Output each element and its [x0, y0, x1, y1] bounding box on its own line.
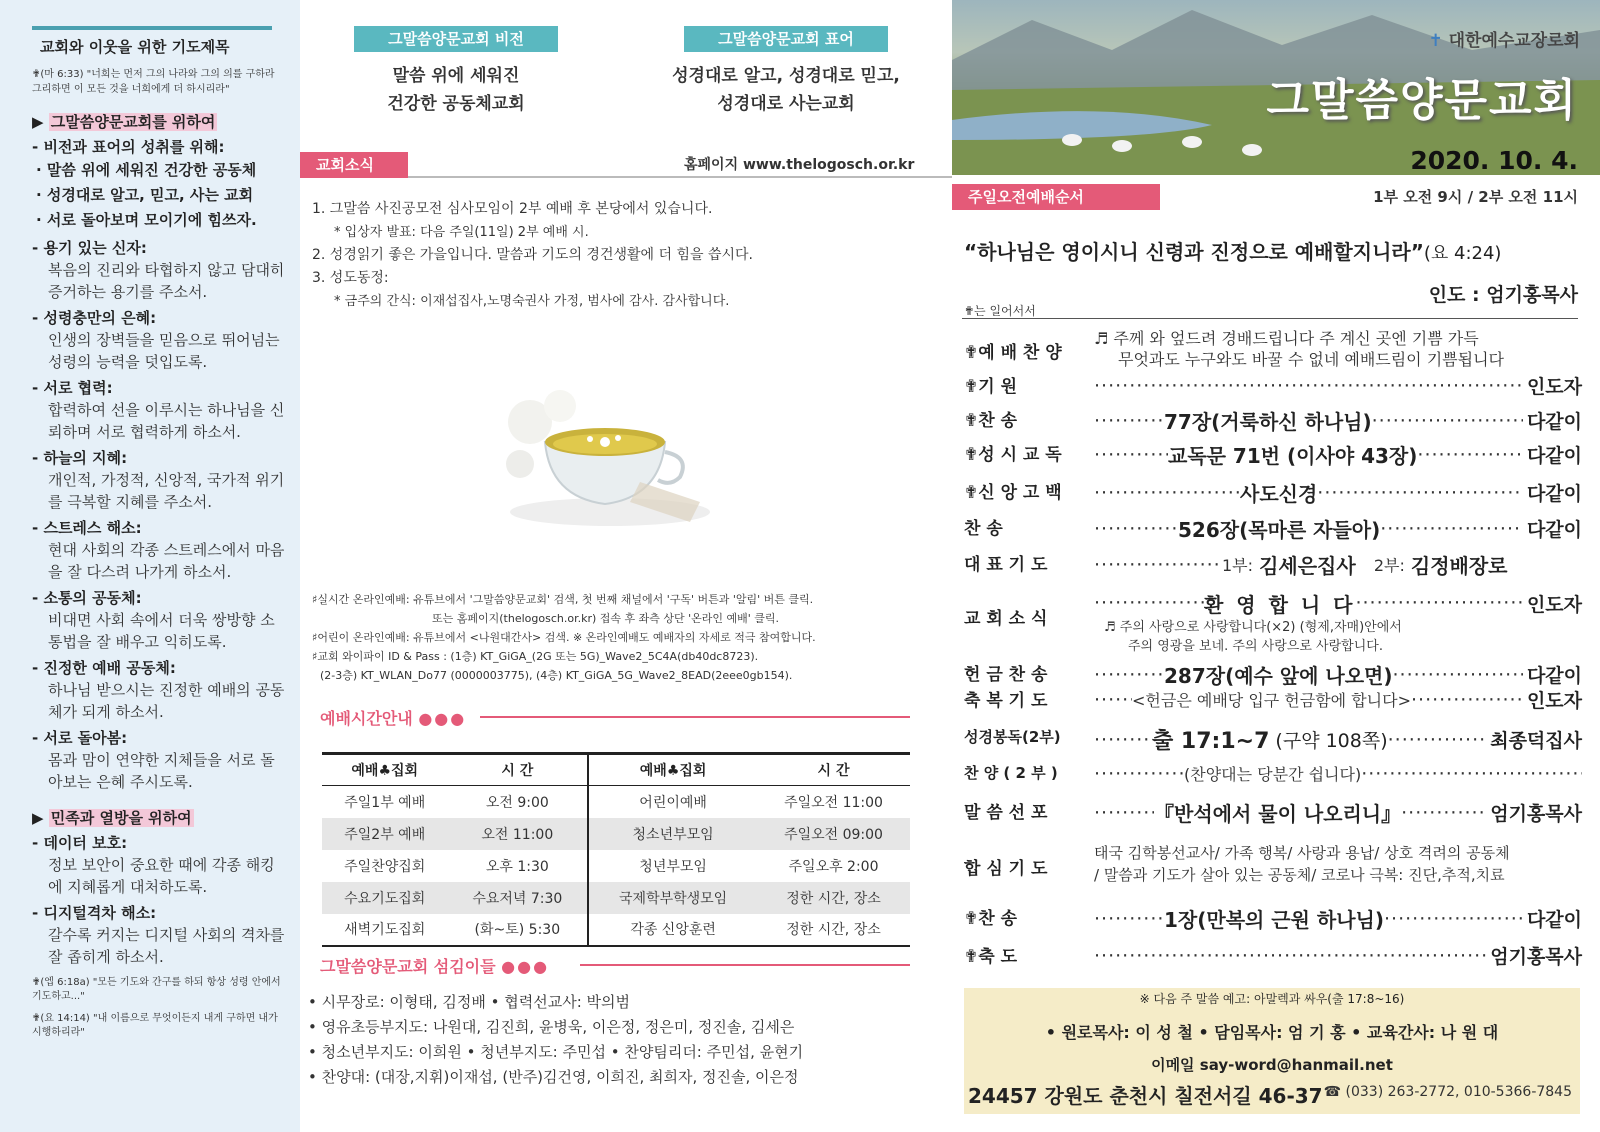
- staff-box: [964, 1010, 1580, 1114]
- sermon-title: 『반석에서 물이 나오리니』: [1154, 802, 1402, 826]
- order-label: ✟예 배 찬 양: [964, 343, 1062, 363]
- news-rule: [408, 176, 952, 178]
- next-week-preview: ※ 다음 주 말씀 예고: 아말렉과 싸우(출 17:8~16): [964, 988, 1580, 1010]
- vision-item: [32, 136, 286, 233]
- table-cell: 주일1부 예배: [344, 794, 426, 811]
- order-content: [1094, 942, 1582, 969]
- news-item: * 금주의 간식: 이재섭집사,노명숙권사 가정, 범사에 감사. 감사합니다.: [334, 294, 730, 309]
- order-label: 말 씀 선 포: [964, 803, 1048, 823]
- order-label: 찬 송: [964, 519, 1003, 539]
- joint-prayer-text: [1094, 842, 1510, 886]
- order-mid: 287장(예수 앞에 나오면): [1164, 664, 1393, 688]
- order-label: ✟축 도: [964, 947, 1018, 967]
- table-header: 시 간: [447, 754, 588, 786]
- order-right: 다같이: [1526, 909, 1582, 931]
- vision-sub-2: · 성경대로 알고, 믿고, 사는 교회: [36, 186, 254, 204]
- order-label: 대 표 기 도: [964, 555, 1048, 575]
- leader-dots: [1094, 689, 1132, 711]
- church-name: 그말씀양문교회: [1266, 75, 1578, 126]
- order-label: 성경봉독(2부): [964, 728, 1061, 746]
- leader-dots: [1411, 689, 1523, 711]
- prayer-item: [32, 377, 286, 443]
- table-header: 예배♣집회: [322, 754, 447, 786]
- denomination-label: 대한예수교장로회: [1448, 31, 1580, 51]
- prayer-item-title: - 스트레스 해소:: [32, 519, 142, 537]
- dots-icon: ●●●: [501, 957, 550, 976]
- prayer-item: [32, 447, 286, 513]
- table-cell: 정한 시간, 장소: [757, 882, 910, 914]
- leader-dots: [1355, 592, 1522, 614]
- prayer-item: [32, 902, 286, 968]
- prayer-item-desc: 갈수록 커지는 디지털 사회의 격차를 잘 좁히게 하소서.: [48, 926, 285, 966]
- prayer-item-desc: 몸과 맘이 연약한 지체들을 서로 돌아보는 은혜 주시도록.: [48, 751, 275, 791]
- motto-text: [634, 62, 938, 118]
- prayer-item: [32, 832, 286, 898]
- leader-dots: [1094, 410, 1164, 432]
- leader-dots: [1094, 945, 1486, 967]
- order-content: [1094, 904, 1582, 933]
- news-tag: 교회소식: [300, 152, 408, 178]
- online-worship-info: [312, 590, 942, 685]
- order-content: [1094, 724, 1582, 755]
- table-header: 예배♣집회: [588, 754, 757, 786]
- section-nation-label: 민족과 열방을 위하여: [50, 809, 192, 827]
- main-verse: [964, 236, 1501, 265]
- order-mid: 526장(목마른 자들아): [1178, 518, 1381, 542]
- order-label: ✟성 시 교 독: [964, 445, 1062, 465]
- section-church: ▶ 그말씀양문교회를 위하여: [32, 113, 216, 131]
- order-content: [1094, 762, 1582, 785]
- vision-tag: 그말씀양문교회 비전: [354, 26, 558, 52]
- schedule-rule: [480, 716, 910, 718]
- order-label: ✟신 앙 고 백: [964, 483, 1062, 503]
- reading-ref: 출 17:1~7: [1152, 729, 1270, 754]
- prayer-item-desc: 복음의 진리와 타협하지 않고 담대히 증거하는 용기를 주소서.: [48, 261, 285, 301]
- prayer-item-desc: 정보 보안이 중요한 때에 각종 해킹에 지혜롭게 대처하도록.: [48, 856, 275, 896]
- table-cell: 오전 9:00: [485, 794, 549, 811]
- prayer-item-title: - 서로 돌아봄:: [32, 729, 128, 747]
- prayer-2-label: 2부:: [1373, 556, 1405, 575]
- order-right: 최종덕집사: [1490, 730, 1582, 752]
- prayer-topics-column: [0, 0, 300, 1132]
- hymn-lyrics: [1094, 328, 1504, 370]
- schedule-table: [322, 752, 910, 947]
- leader-dots: [1094, 444, 1168, 466]
- teacup-image: [490, 372, 720, 532]
- denomination: [1428, 26, 1580, 51]
- prayer-item: [32, 657, 286, 723]
- order-mid: 사도신경: [1240, 482, 1318, 506]
- vision-sub-1: · 말씀 위에 세워진 건강한 공동체: [36, 161, 257, 179]
- table-cell: 국제학부학생모임: [588, 882, 757, 914]
- prayer-item: [32, 237, 286, 303]
- email[interactable]: 이메일 say-word@hanmail.net: [1151, 1056, 1393, 1074]
- leader-dots: [1094, 482, 1240, 504]
- order-row-hymn: [964, 328, 1582, 368]
- table-cell: 주일오전 11:00: [784, 794, 883, 811]
- order-row: [964, 686, 1582, 712]
- order-rule: [962, 318, 1578, 319]
- motto-line-1: 성경대로 알고, 성경대로 믿고,: [672, 66, 900, 86]
- order-content: [1094, 406, 1582, 435]
- prayer-1-label: 1부:: [1222, 556, 1254, 575]
- table-header: 시 간: [757, 754, 910, 786]
- leader-dots: [1380, 518, 1523, 540]
- schedule-title: 예배시간안내: [320, 709, 413, 728]
- hymn-line: 무엇과도 누구와도 바꿀 수 없네 예배드림이 기쁨됩니다: [1118, 350, 1505, 369]
- leader-dots: [1388, 729, 1487, 751]
- order-right: 인도자: [1526, 593, 1582, 616]
- leader: 인도 : 엄기홍목사: [1428, 284, 1578, 306]
- servants-line: • 찬양대: (대장,지휘)이재섭, (반주)김건영, 이희진, 최희자, 정진솔, 이은정: [308, 1068, 799, 1086]
- prayer-item-desc: 현대 사회의 각종 스트레스에서 마음을 잘 다스려 나가게 하소서.: [48, 541, 285, 581]
- staff-line: • 원로목사: 이 성 철 • 담임목사: 엄 기 홍 • 교육간사: 나 원 대: [1045, 1023, 1499, 1042]
- order-label: 합 심 기 도: [964, 859, 1048, 879]
- news-item: * 입상자 발표: 다음 주일(11일) 2부 예배 시.: [334, 225, 589, 240]
- order-content: [1094, 686, 1582, 713]
- order-right: 다같이: [1526, 445, 1582, 467]
- welcome-text: 환 영 합 니 다: [1204, 592, 1356, 617]
- order-right: 다같이: [1526, 665, 1582, 687]
- address: 24457 강원도 춘천시 칠전서길 46-37: [968, 1084, 1323, 1108]
- table-cell: 수요기도집회: [322, 882, 447, 914]
- order-row: [964, 762, 1582, 788]
- order-mid: 1장(만복의 근원 하나님): [1164, 908, 1385, 932]
- order-label: ✟찬 송: [964, 411, 1018, 431]
- online-line: ♯교회 와이파이 ID & Pass : (1층) KT_GiGA_(2G 또는 5G)_Wave2_5C4A(db40dc8723).: [312, 650, 759, 663]
- worship-order-column: [952, 0, 1600, 1132]
- online-line: ♯어린이 온라인예배: 유튜브에서 <나원대간사> 검색. ※ 온라인예배도 예배자의 자세로 적극 참여합니다.: [312, 631, 816, 644]
- order-right: 인도자: [1526, 690, 1582, 712]
- online-line: ♯실시간 온라인예배: 유튜브에서 '그말씀양문교회' 검색, 첫 번째 채널에서 '구독' 버튼과 '알림' 버튼 클릭.: [312, 593, 814, 606]
- leader-dots: [1094, 802, 1154, 824]
- leader-dots: [1094, 763, 1184, 785]
- news-column: [300, 0, 952, 1132]
- leader-dots: [1094, 908, 1164, 930]
- order-row: [964, 724, 1582, 754]
- servants-line: • 청소년부지도: 이희원 • 청년부지도: 주민섭 • 찬양팀리더: 주민섭, 윤현기: [308, 1043, 804, 1061]
- prayer-item: [32, 727, 286, 793]
- table-cell: 어린이예배: [588, 786, 757, 818]
- prayer-item-title: - 하늘의 지혜:: [32, 449, 128, 467]
- news-item: 1. 그말씀 사진공모전 심사모임이 2부 예배 후 본당에서 있습니다.: [312, 201, 713, 217]
- prayer-item: [32, 587, 286, 653]
- joint-line: / 말씀과 기도가 살아 있는 공동체/ 코로나 극복: 진단,추적,치료: [1094, 866, 1505, 884]
- order-label: ✟기 원: [964, 377, 1018, 397]
- table-row: [322, 882, 910, 914]
- prayer-title: 교회와 이웃을 위한 기도제목: [40, 38, 230, 56]
- news-item: 2. 성경읽기 좋은 가을입니다. 말씀과 기도의 경건생활에 더 힘을 씁시다.: [312, 247, 753, 263]
- prayer-item-title: - 진정한 예배 공동체:: [32, 659, 176, 677]
- order-right: 다같이: [1526, 519, 1582, 541]
- leader-dots: [1094, 554, 1222, 576]
- order-row: [964, 660, 1582, 686]
- table-cell: 수요저녁 7:30: [447, 882, 588, 914]
- verse-foot-2: ✟(요 14:14) "내 이름으로 무엇이든지 내게 구하면 내가 시행하리라": [32, 1013, 278, 1038]
- leader-dots: [1417, 444, 1523, 466]
- prayer-1-name: 김세은집사: [1259, 554, 1356, 578]
- order-mid: (찬양대는 당분간 쉽니다): [1184, 765, 1362, 784]
- hymn-line: ♬ 주께 와 엎드려 경배드립니다 주 계신 곳엔 기쁨 가득: [1094, 329, 1479, 348]
- homepage-link[interactable]: 홈페이지 www.thelogosch.or.kr: [684, 157, 915, 173]
- welcome-line: ♬ 주의 사랑으로 사랑합니다(×2) (형제,자매)안에서: [1104, 620, 1402, 635]
- prayer-item-desc: 비대면 사회 속에서 더욱 쌍방향 소통법을 잘 배우고 익히도록.: [48, 611, 275, 651]
- cross-logo-icon: ✝: [1428, 31, 1443, 51]
- order-label: 헌 금 찬 송: [964, 665, 1048, 685]
- order-tag: 주일오전예배순서: [952, 184, 1160, 210]
- table-cell: 주일오후 2:00: [788, 858, 879, 875]
- leader-dots: [1317, 482, 1523, 504]
- table-cell: 새벽기도집회: [322, 914, 447, 946]
- news-list: [312, 198, 932, 313]
- servants-heading: [320, 954, 549, 977]
- order-right: 엄기홍목사: [1490, 803, 1582, 825]
- table-row: [322, 818, 910, 850]
- servants-line: • 영유초등부지도: 나원대, 김진희, 윤병욱, 이은정, 정은미, 정진솔, 김세은: [308, 1018, 795, 1036]
- servants-title: 그말씀양문교회 섬김이들: [320, 957, 496, 976]
- online-line: (2-3층) KT_WLAN_Do77 (0000003775), (4층) KT_GiGA_5G_Wave2_8EAD(2eee0gb154).: [320, 669, 793, 682]
- order-row: [964, 942, 1582, 968]
- online-line: 또는 홈페이지(thelogosch.or.kr) 접속 후 좌측 상단 '온라인 예배' 클릭.: [432, 612, 780, 625]
- table-header-row: [322, 754, 910, 786]
- leader-dots: [1094, 729, 1152, 751]
- table-cell: (화~토) 5:30: [447, 914, 588, 946]
- table-cell: 주일오전 09:00: [757, 818, 910, 850]
- order-right: 엄기홍목사: [1490, 946, 1582, 968]
- leader-dots: [1384, 908, 1523, 930]
- table-cell: 각종 신앙훈련: [588, 914, 757, 946]
- leader-dots: [1094, 518, 1178, 540]
- order-label: 찬 양 ( 2 부 ): [964, 764, 1058, 782]
- order-label: 축 복 기 도: [964, 691, 1048, 711]
- table-cell: 오전 11:00: [447, 818, 588, 850]
- leader-dots: [1094, 375, 1523, 397]
- order-row: [964, 406, 1582, 432]
- table-cell: 정한 시간, 장소: [757, 914, 910, 946]
- prayer-2-name: 김정배장로: [1410, 554, 1508, 578]
- order-mid: 77장(거룩하신 하나님): [1164, 410, 1372, 434]
- joint-line: 태국 김학봉선교사/ 가족 행복/ 사랑과 용납/ 상호 격려의 공동체: [1094, 844, 1510, 862]
- phone: ☎ (033) 263-2772, 010-5366-7845: [1323, 1084, 1572, 1100]
- leader-dots: [1094, 592, 1204, 614]
- order-row-news: [964, 590, 1582, 654]
- prayer-item-title: - 소통의 공동체:: [32, 589, 142, 607]
- order-row: [964, 904, 1582, 930]
- table-row: [322, 914, 910, 946]
- table-cell: 주일2부 예배: [322, 818, 447, 850]
- order-row-joint-prayer: [964, 842, 1582, 888]
- leader-dots: [1094, 664, 1164, 686]
- main-verse-ref: (요 4:24): [1423, 243, 1502, 264]
- welcome-song: [1104, 618, 1402, 656]
- reading-sub: (구약 108쪽): [1275, 730, 1388, 752]
- order-right: 다같이: [1526, 483, 1582, 505]
- table-row: [322, 850, 910, 882]
- order-row: [964, 514, 1582, 540]
- order-row: [964, 478, 1582, 504]
- news-item: 3. 성도동정:: [312, 270, 389, 286]
- prayer-item-title: - 디지털격차 해소:: [32, 904, 157, 922]
- servants-rule: [580, 964, 910, 966]
- leader-dots: [1361, 763, 1582, 785]
- verse-top: ✟(마 6:33) "너희는 먼저 그의 나라와 그의 의를 구하라 그리하면 이 모든 것을 너희에게 더 하시리라": [32, 69, 275, 95]
- order-content: [1094, 372, 1582, 399]
- prayer-item-desc: 합력하여 선을 이루시는 하나님을 신뢰하며 서로 협력하게 하소서.: [48, 401, 285, 441]
- order-row: [964, 440, 1582, 466]
- order-label: ✟찬 송: [964, 909, 1018, 929]
- vision-line-1: 말씀 위에 세워진: [392, 66, 520, 86]
- section-church-label: 그말씀양문교회를 위하여: [50, 113, 216, 131]
- leader-dots: [1372, 410, 1523, 432]
- order-content: [1094, 660, 1582, 689]
- order-mid: <헌금은 예배당 입구 헌금함에 합니다>: [1132, 691, 1411, 710]
- table-row: [322, 786, 910, 818]
- order-mid: 교독문 71번 (이사야 43장): [1168, 444, 1418, 468]
- order-right: 다같이: [1526, 411, 1582, 433]
- prayer-item-desc: 하나님 받으시는 진정한 예배의 공동체가 되게 하소서.: [48, 681, 285, 721]
- motto-line-2: 성경대로 사는교회: [717, 94, 855, 114]
- servants-line: • 시무장로: 이형태, 김정배 • 협력선교사: 박의범: [308, 993, 631, 1011]
- order-row: [964, 798, 1582, 826]
- service-times: 1부 오전 9시 / 2부 오전 11시: [1373, 188, 1578, 206]
- motto-tag: 그말씀양문교회 표어: [684, 26, 888, 52]
- top-accent-bar: [32, 26, 272, 30]
- prayer-item-title: - 데이터 보호:: [32, 834, 128, 852]
- section-nation: ▶ 민족과 열방을 위하여: [32, 809, 192, 827]
- bulletin-date: 2020. 10. 4.: [1410, 146, 1578, 175]
- order-content: [1094, 590, 1582, 616]
- welcome-line: 주의 영광을 보네. 주의 사랑으로 사랑합니다.: [1128, 639, 1383, 654]
- prayer-item-title: - 용기 있는 신자:: [32, 239, 147, 257]
- prayer-item: [32, 517, 286, 583]
- order-content: [1094, 550, 1582, 579]
- prayer-item-desc: 개인적, 가정적, 신앙적, 국가적 위기를 극복할 지혜를 주소서.: [48, 471, 285, 511]
- table-cell: 오후 1:30: [485, 858, 549, 875]
- order-content: [1094, 440, 1582, 469]
- verse-foot-1: ✟(엡 6:18a) "모든 기도와 간구를 하되 항상 성령 안에서 기도하고...": [32, 977, 281, 1002]
- order-row-prayer: [964, 550, 1582, 576]
- vision-text: [334, 62, 578, 118]
- prayer-item: [32, 307, 286, 373]
- prayer-item-title: - 성령충만의 은혜:: [32, 309, 157, 327]
- table-cell: 청소년부모임: [588, 818, 757, 850]
- order-right: 인도자: [1526, 376, 1582, 398]
- leader-dots: [1401, 802, 1486, 824]
- schedule-heading: [320, 706, 466, 729]
- order-content: [1094, 478, 1582, 507]
- prayer-item-title: - 서로 협력:: [32, 379, 113, 397]
- order-label: 교 회 소 식: [964, 609, 1048, 629]
- stand-note: ✟는 일어서서: [964, 304, 1036, 318]
- prayer-item-desc: 인생의 장벽들을 믿음으로 뛰어넘는 성령의 능력을 덧입도록.: [48, 331, 280, 371]
- table-cell: 주일찬양집회: [344, 858, 426, 875]
- order-content: [1094, 798, 1582, 827]
- vision-sub-3: · 서로 돌아보며 모이기에 힘쓰자.: [36, 211, 257, 229]
- order-content: [1094, 514, 1582, 543]
- order-row: [964, 372, 1582, 398]
- vision-title: - 비전과 표어의 성취를 위해:: [32, 138, 225, 156]
- main-verse-text: “하나님은 영이시니 신령과 진정으로 예배할지니라”: [964, 240, 1424, 264]
- servants-list: [308, 990, 948, 1090]
- leader-dots: [1393, 664, 1523, 686]
- dots-icon: ●●●: [418, 709, 467, 728]
- table-cell: 청년부모임: [588, 850, 757, 882]
- vision-line-2: 건강한 공동체교회: [387, 94, 525, 114]
